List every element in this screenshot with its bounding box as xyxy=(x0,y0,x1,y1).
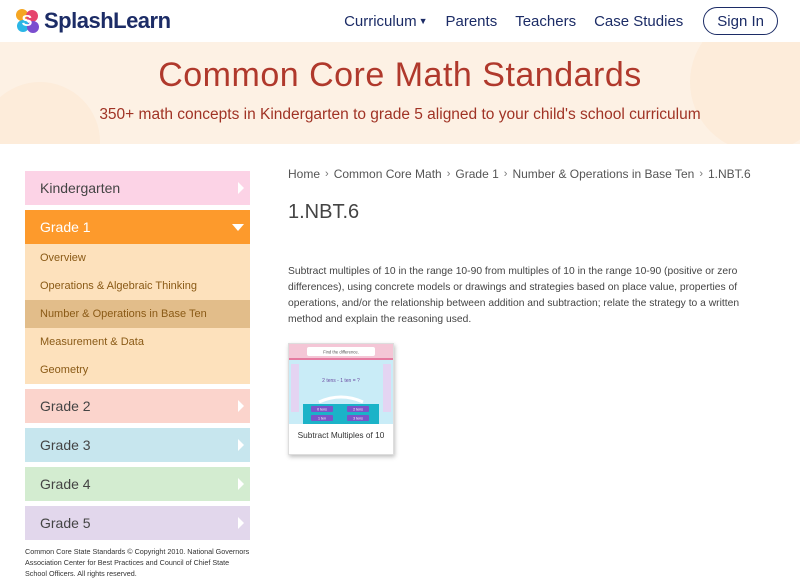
thumb-option: 2 tens xyxy=(353,407,363,412)
chevron-right-icon: › xyxy=(325,168,329,180)
nav-curriculum-label: Curriculum xyxy=(344,12,417,30)
sidebar-item-label: Grade 3 xyxy=(40,437,91,453)
chevron-right-icon xyxy=(238,439,244,451)
nav-teachers[interactable]: Teachers xyxy=(515,12,577,30)
chevron-right-icon xyxy=(238,182,244,194)
breadcrumb-common-core[interactable]: Common Core Math xyxy=(333,167,442,181)
grade-1-submenu xyxy=(25,244,250,384)
chevron-right-icon xyxy=(238,400,244,412)
submenu-item-operations-algebraic[interactable]: Operations & Algebraic Thinking xyxy=(40,280,197,292)
thumb-option: 3 tens xyxy=(353,416,363,421)
standard-description: Subtract multiples of 10 in the range 10-90 from multiples of 10 in the range 10-90 (positive or zero differences), using concrete models or drawings and strategies based on place value, properties of operations, and/or the relationship between addition and subtraction; relate the strategy to a written method and explain the reasoning used. xyxy=(288,266,740,325)
sidebar-item-kindergarten[interactable] xyxy=(25,171,250,205)
chevron-right-icon xyxy=(238,478,244,490)
chevron-right-icon: › xyxy=(699,168,703,180)
activity-card-label: Subtract Multiples of 10 xyxy=(297,430,385,440)
page-subheading: 350+ math concepts in Kindergarten to grade 5 aligned to your child's school curriculum xyxy=(99,106,701,123)
copyright-notice: Common Core State Standards © Copyright 2010. National Governors Association Center for Best Practices and Council of Chief State School Officers. All rights reserved. xyxy=(25,547,250,578)
sidebar-item-label: Grade 2 xyxy=(40,398,91,414)
splash-logo-icon xyxy=(12,6,42,36)
breadcrumb-grade-1[interactable]: Grade 1 xyxy=(455,167,499,181)
sidebar-item-grade-3[interactable] xyxy=(25,428,250,462)
breadcrumb-current: 1.NBT.6 xyxy=(707,167,751,181)
sidebar-item-label: Kindergarten xyxy=(40,180,121,196)
nav-curriculum[interactable] xyxy=(344,13,427,30)
sidebar-item-grade-4[interactable] xyxy=(25,467,250,501)
submenu-item-overview[interactable]: Overview xyxy=(40,252,86,264)
thumb-equation: 2 tens - 1 ten = ? xyxy=(322,378,360,384)
nav-case-studies[interactable]: Case Studies xyxy=(594,12,684,30)
sidebar-item-label: Grade 4 xyxy=(40,476,91,492)
main-nav xyxy=(344,0,800,42)
thumb-option: 1 ten xyxy=(318,416,326,421)
activity-thumbnail xyxy=(289,344,393,424)
sidebar-item-grade-1[interactable] xyxy=(25,210,250,244)
grade-sidebar xyxy=(25,171,250,545)
logo-text: SplashLearn xyxy=(44,8,171,33)
submenu-item-geometry[interactable]: Geometry xyxy=(40,364,89,376)
game-preview-image xyxy=(289,344,393,424)
standard-title: 1.NBT.6 xyxy=(288,201,360,223)
sign-in-button[interactable]: Sign In xyxy=(703,7,778,35)
sidebar-item-label: Grade 1 xyxy=(40,219,91,235)
site-header xyxy=(0,0,800,42)
nav-parents[interactable]: Parents xyxy=(445,12,498,30)
chevron-right-icon xyxy=(238,517,244,529)
chevron-right-icon: › xyxy=(446,168,451,180)
thumb-header: Find the difference. xyxy=(323,349,359,355)
sidebar-item-grade-5[interactable] xyxy=(25,506,250,540)
page-heading: Common Core Math Standards xyxy=(158,56,642,94)
submenu-item-number-operations[interactable]: Number & Operations in Base Ten xyxy=(25,300,250,328)
breadcrumb-home[interactable]: Home xyxy=(288,167,321,181)
submenu-item-measurement-data[interactable]: Measurement & Data xyxy=(40,336,144,348)
splashlearn-logo[interactable] xyxy=(12,6,171,36)
svg-text:S: S xyxy=(21,13,33,30)
caret-down-icon: ▼ xyxy=(418,16,428,26)
activity-card[interactable] xyxy=(288,343,394,455)
chevron-right-icon: › xyxy=(503,168,508,180)
thumb-option: 0 tens xyxy=(317,407,327,412)
hero-banner xyxy=(0,42,800,144)
breadcrumb xyxy=(288,167,751,181)
breadcrumb-domain[interactable]: Number & Operations in Base Ten xyxy=(512,167,695,181)
chevron-down-icon xyxy=(232,224,244,231)
sidebar-item-label: Grade 5 xyxy=(40,515,91,531)
sidebar-item-grade-2[interactable] xyxy=(25,389,250,423)
